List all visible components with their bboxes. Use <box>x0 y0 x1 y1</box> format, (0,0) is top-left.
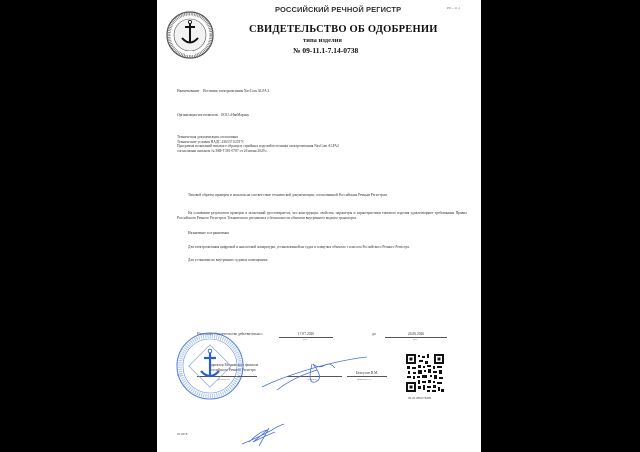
valid-from-date: 17.07.2020 <box>279 332 333 338</box>
form-code: РР—11.1 <box>447 6 461 10</box>
valid-to-date: 26.06.2026 <box>385 332 447 338</box>
position-caption: (должность) <box>217 378 230 381</box>
signature-caption: (подпись) <box>307 378 317 381</box>
issuer-name: РОССИЙСКИЙ РЕЧНОЙ РЕГИСТР <box>275 5 402 14</box>
stamp-place-label: М.П. <box>177 374 183 377</box>
initials-signature-icon <box>239 422 289 448</box>
name-caption: (фамилия и.о.) <box>357 378 372 381</box>
body-paragraph-1: Типовой образец проверен и испытан на соответствие технической документации, согласованной Российским Речным Регистром. <box>188 193 388 197</box>
validity-label: Настоящее Свидетельство действительно с <box>197 332 264 336</box>
manufacturer-label: Организация-изготовитель <box>177 113 219 117</box>
form-date: 05.2018 <box>177 432 188 436</box>
position-line-2: Российского Речного Регистра <box>209 367 256 372</box>
valid-to-label: до <box>372 332 376 336</box>
document-subtitle: типа изделия <box>303 37 342 44</box>
document-title: СВИДЕТЕЛЬСТВО ОБ ОДОБРЕНИИ <box>249 24 438 35</box>
signature-icon <box>257 352 377 392</box>
date-caption: дата <box>303 338 308 341</box>
signatory-name: Белоусов В.М. <box>347 371 387 377</box>
product-name-label: Наименование <box>177 89 200 93</box>
tech-docs-line: Программа испытаний типового образца и серийных изделий источника электропитания NavCom ALFA2 <box>177 144 339 149</box>
qr-code-icon[interactable] <box>405 352 445 394</box>
body-paragraph-2: На основании результатов проверок и испытаний удостоверяется, что конструкция, свойства, параметры и характеристики типового изделия удовлетворяют требованиям Правил Российского Речного Регистра и Технического регламента о безопасности объектов внутреннего водного транспорта. <box>177 211 467 220</box>
position-line-1: Директор Московского филиала <box>209 363 259 367</box>
purpose-paragraph-1: Для электропитания цифровой и аналоговой аппаратуры, установленной на судах и плавучих объектах с классом Российского Речного Регистра. <box>188 245 410 249</box>
manufacturer-row <box>177 113 249 118</box>
tech-docs-line: согласованы письмом № МФ-Т381-0787 от 26 июня 2020 г. <box>177 148 268 153</box>
certificate-page <box>157 0 481 452</box>
product-name-row <box>177 89 269 94</box>
certificate-number: № 09-11.1-7.14-0738 <box>293 46 359 55</box>
qr-code-number: 09.20.088.078409 <box>408 396 432 400</box>
register-emblem-icon <box>165 10 215 60</box>
tech-docs-line: Техническая документация согласована <box>177 135 238 139</box>
tech-docs-block <box>177 135 467 153</box>
product-name-value: Источник электропитания NavCom ALFA 2 <box>202 89 270 93</box>
manufacturer-value: ООО «НавМарин» <box>220 113 250 117</box>
purpose-paragraph-2: Для установки во внутренних судовых помещениях. <box>188 258 269 262</box>
purpose-heading: Назначение и ограничения <box>188 231 229 235</box>
date-caption: дата <box>413 338 418 341</box>
tech-docs-line: Технические условия НАДС.436537.025ТУ; <box>177 139 245 144</box>
official-stamp-icon <box>175 331 245 401</box>
